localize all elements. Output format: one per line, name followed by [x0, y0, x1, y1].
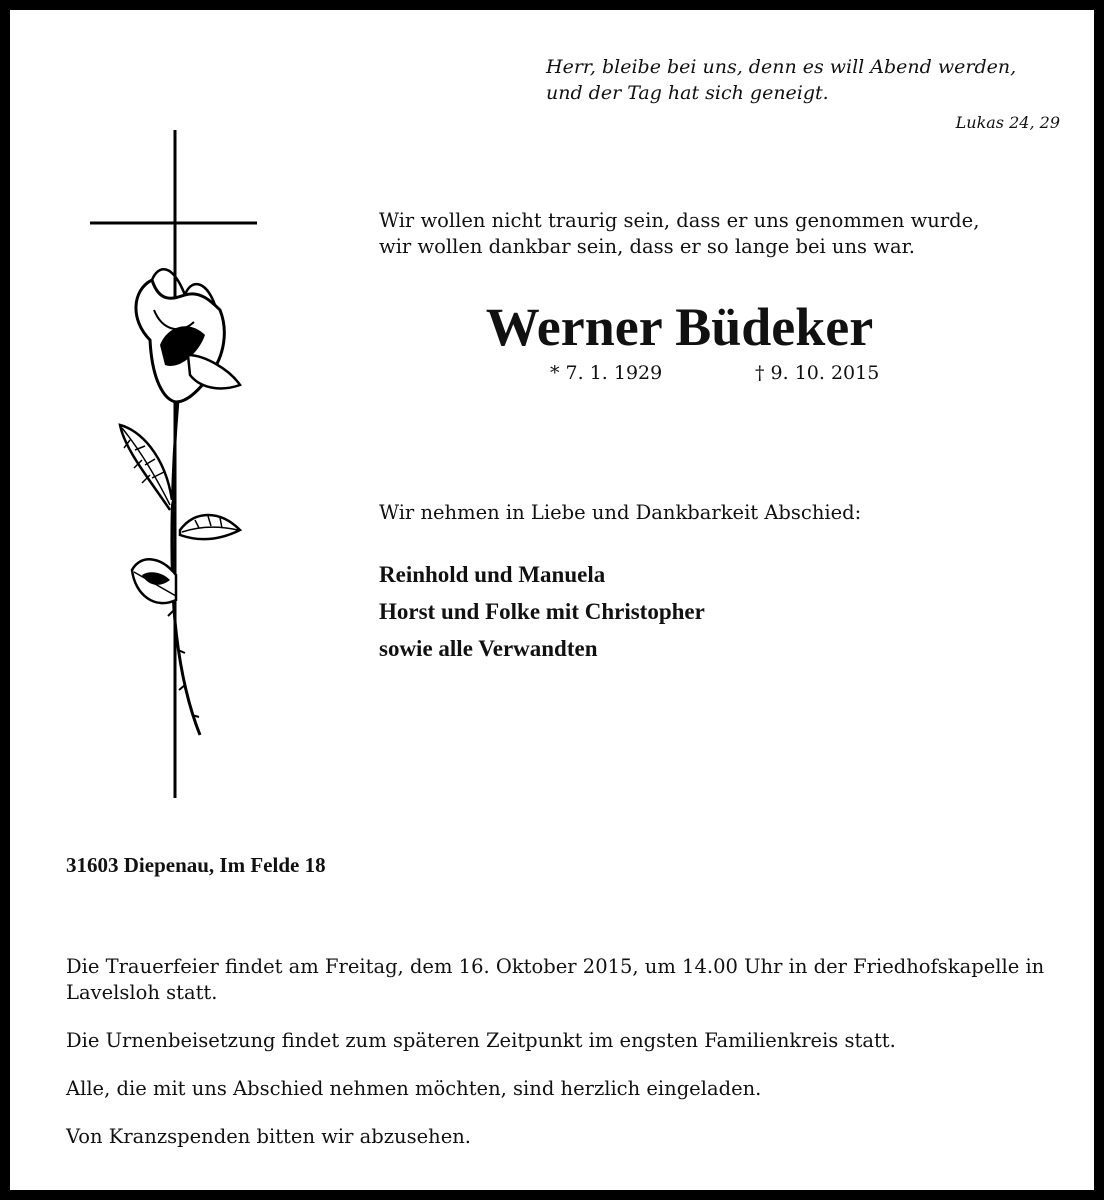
consolation-quote-line-1: Wir wollen nicht traurig sein, dass er uns genommen wurde,: [379, 209, 980, 232]
farewell-line: Wir nehmen in Liebe und Dankbarkeit Abschied:: [379, 501, 862, 524]
mourners-list: [379, 556, 705, 667]
mourner-entry: Reinhold und Manuela: [379, 562, 606, 587]
bible-verse-line-2: und der Tag hat sich geneigt.: [546, 82, 829, 104]
funeral-notes: [66, 954, 1062, 1172]
birth-date: * 7. 1. 1929: [550, 362, 663, 384]
bible-verse-line-1: Herr, bleibe bei uns, denn es will Abend werden,: [546, 56, 1017, 78]
consolation-quote: [379, 208, 1060, 260]
urn-burial-note: Die Urnenbeisetzung findet zum späteren Zeitpunkt im engsten Familienkreis statt.: [66, 1029, 896, 1052]
consolation-quote-line-2: wir wollen dankbar sein, dass er so lange bei uns war.: [379, 235, 915, 258]
mourner-entry: Horst und Folke mit Christopher: [379, 599, 705, 624]
funeral-service-note: Die Trauerfeier findet am Freitag, dem 16. Oktober 2015, um 14.00 Uhr in der Friedhofskapelle in Lavelsloh statt.: [66, 955, 1045, 1004]
bible-verse: [546, 54, 1060, 136]
wreath-note: Von Kranzspenden bitten wir abzusehen.: [66, 1125, 471, 1148]
bible-verse-source: Lukas 24, 29: [955, 113, 1060, 132]
cross-with-rose-icon: [90, 130, 260, 800]
family-address: 31603 Diepenau, Im Felde 18: [66, 853, 326, 877]
invitation-note: Alle, die mit uns Abschied nehmen möchten, sind herzlich eingeladen.: [66, 1077, 762, 1100]
death-date: † 9. 10. 2015: [755, 362, 880, 384]
deceased-name: Werner Büdeker: [485, 297, 874, 357]
mourner-entry: sowie alle Verwandten: [379, 636, 598, 661]
